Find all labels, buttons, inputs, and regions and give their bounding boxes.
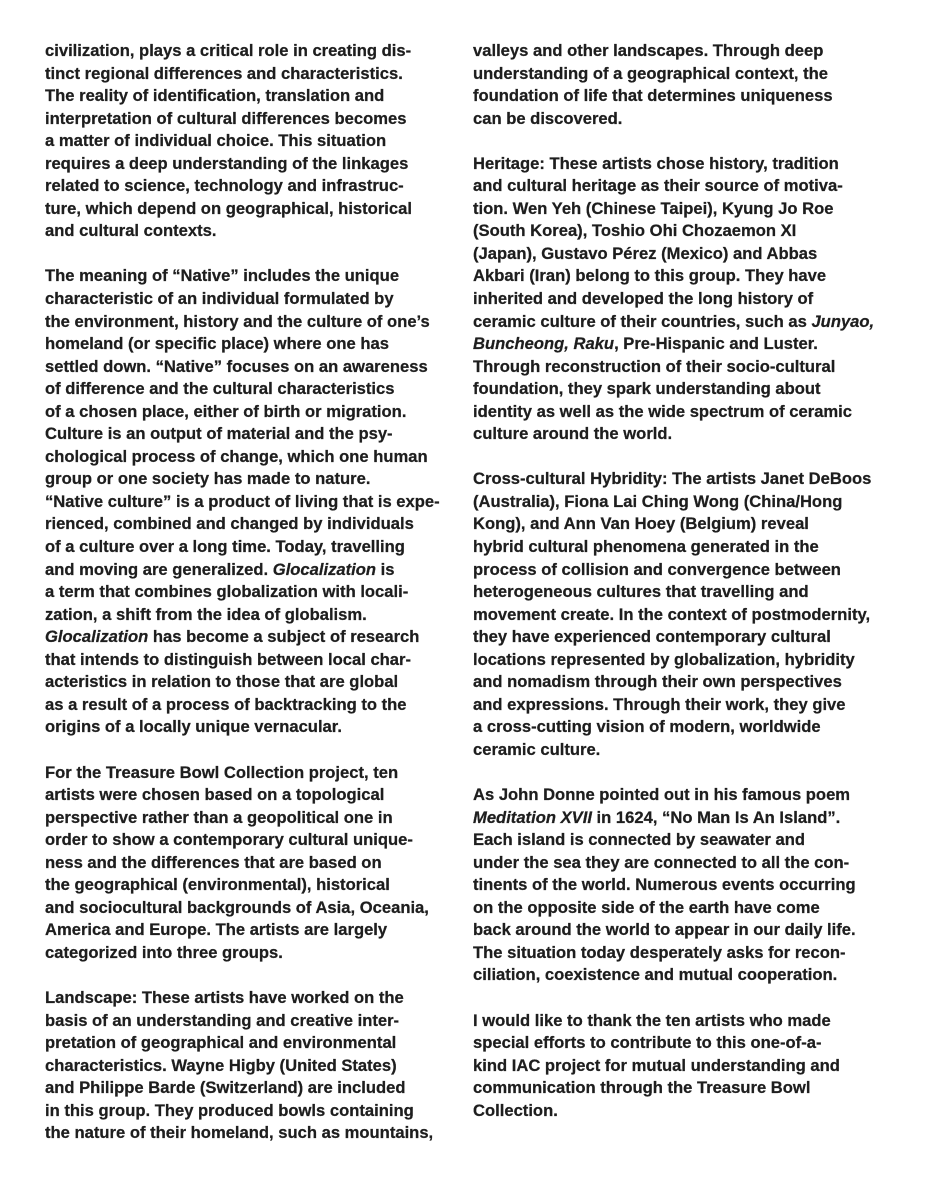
italic-text: Meditation XVII <box>473 807 592 827</box>
text-segment: related to science, technology and infrastruc- <box>45 176 404 196</box>
text-segment: as a result of a process of backtracking to the <box>45 694 407 714</box>
text-segment: Akbari (Iran) belong to this group. They have <box>473 266 827 286</box>
body-paragraph <box>473 784 913 987</box>
text-line <box>473 40 913 63</box>
text-segment: The situation today desperately asks for recon- <box>473 942 846 962</box>
text-line <box>473 671 913 694</box>
text-line <box>45 581 465 604</box>
text-segment: heterogeneous cultures that travelling and <box>473 582 809 602</box>
text-segment: Kong), and Ann Van Hoey (Belgium) reveal <box>473 514 809 534</box>
text-segment: civilization, plays a critical role in creating dis- <box>45 41 412 60</box>
text-line <box>473 1010 913 1033</box>
text-segment: Culture is an output of material and the psy- <box>45 424 393 444</box>
text-segment: (Australia), Fiona Lai Ching Wong (China/Hong <box>473 491 843 511</box>
body-paragraph <box>473 468 913 761</box>
text-line <box>45 175 465 198</box>
text-line <box>45 1010 465 1033</box>
text-segment: of a chosen place, either of birth or migration. <box>45 401 407 421</box>
text-line <box>473 85 913 108</box>
text-line <box>473 897 913 920</box>
text-segment: Each island is connected by seawater and <box>473 830 805 850</box>
text-line <box>473 288 913 311</box>
text-segment: is <box>376 559 395 579</box>
text-segment: settled down. “Native” focuses on an awareness <box>45 356 428 376</box>
text-line <box>45 829 465 852</box>
text-line <box>473 265 913 288</box>
italic-text: Buncheong, Raku <box>473 334 615 354</box>
text-segment: chological process of change, which one human <box>45 446 428 466</box>
text-segment: ceramic culture of their countries, such as <box>473 311 812 331</box>
text-line <box>45 1032 465 1055</box>
text-segment: that intends to distinguish between local char- <box>45 649 412 669</box>
text-line <box>45 987 465 1010</box>
text-line <box>473 581 913 604</box>
text-line <box>473 491 913 514</box>
text-segment: tinents of the world. Numerous events occurring <box>473 875 856 895</box>
text-segment: and nomadism through their own perspectives <box>473 672 842 692</box>
text-line <box>473 694 913 717</box>
text-segment: culture around the world. <box>473 424 673 444</box>
body-paragraph <box>473 153 913 446</box>
text-line <box>45 874 465 897</box>
text-line <box>45 423 465 446</box>
text-line <box>45 942 465 965</box>
body-paragraph <box>45 762 465 965</box>
text-segment: interpretation of cultural differences becomes <box>45 108 407 128</box>
text-line <box>473 1032 913 1055</box>
text-segment: of difference and the cultural characteristics <box>45 379 395 399</box>
text-line <box>45 513 465 536</box>
text-segment: characteristic of an individual formulated by <box>45 289 394 309</box>
text-segment: pretation of geographical and environmental <box>45 1033 397 1053</box>
text-line <box>45 288 465 311</box>
text-segment: the geographical (environmental), historical <box>45 875 390 895</box>
text-segment: locations represented by globalization, hybridity <box>473 649 855 669</box>
text-line <box>45 852 465 875</box>
text-segment: the nature of their homeland, such as mountains, <box>45 1123 434 1143</box>
text-line <box>473 716 913 739</box>
text-segment: foundation of life that determines uniqueness <box>473 86 833 106</box>
text-line <box>473 739 913 762</box>
text-line <box>45 671 465 694</box>
text-segment: , Pre-Hispanic and Luster. <box>614 334 818 354</box>
text-segment: the environment, history and the culture of one’s <box>45 311 430 331</box>
text-segment: (South Korea), Toshio Ohi Chozaemon XI <box>473 221 797 241</box>
text-segment: acteristics in relation to those that are global <box>45 672 399 692</box>
text-line <box>45 559 465 582</box>
text-segment: rienced, combined and changed by individuals <box>45 514 414 534</box>
text-segment: special efforts to contribute to this one-of-a- <box>473 1033 822 1053</box>
text-segment: ceramic culture. <box>473 739 601 759</box>
text-line <box>473 513 913 536</box>
text-line <box>45 356 465 379</box>
text-segment: hybrid cultural phenomena generated in the <box>473 537 819 557</box>
text-segment: inherited and developed the long history of <box>473 289 814 309</box>
text-segment: a cross-cutting vision of modern, worldwide <box>473 717 821 737</box>
text-line <box>45 108 465 131</box>
text-segment: Through reconstruction of their socio-cultural <box>473 356 836 376</box>
text-segment: Landscape: These artists have worked on the <box>45 987 404 1007</box>
italic-text: Glocalization <box>272 559 377 579</box>
text-line <box>45 378 465 401</box>
text-line <box>473 1055 913 1078</box>
text-segment: characteristics. Wayne Higby (United States) <box>45 1055 397 1075</box>
text-line <box>45 1077 465 1100</box>
text-segment: The meaning of “Native” includes the unique <box>45 266 400 286</box>
text-segment: valleys and other landscapes. Through deep <box>473 41 824 60</box>
text-line <box>473 153 913 176</box>
text-segment: in 1624, “No Man Is An Island”. <box>591 807 841 827</box>
text-line <box>45 265 465 288</box>
text-segment: Collection. <box>473 1100 558 1120</box>
text-segment: ness and the differences that are based on <box>45 852 382 872</box>
text-segment: and moving are generalized. <box>45 559 273 579</box>
text-segment: and cultural heritage as their source of motiva- <box>473 176 843 196</box>
text-line <box>45 807 465 830</box>
text-line <box>45 468 465 491</box>
text-segment: order to show a contemporary cultural unique- <box>45 830 413 850</box>
text-line <box>473 175 913 198</box>
text-segment: movement create. In the context of postmodernity, <box>473 604 871 624</box>
text-segment: they have experienced contemporary cultural <box>473 627 831 647</box>
text-line <box>473 852 913 875</box>
text-segment: perspective rather than a geopolitical one in <box>45 807 393 827</box>
text-line <box>45 897 465 920</box>
text-segment: For the Treasure Bowl Collection project, ten <box>45 762 399 782</box>
text-line <box>45 536 465 559</box>
text-line <box>473 964 913 987</box>
text-line <box>473 807 913 830</box>
text-line <box>45 784 465 807</box>
text-line <box>45 63 465 86</box>
text-segment: ture, which depend on geographical, historical <box>45 198 412 218</box>
italic-text: Glocalization <box>45 627 149 647</box>
text-line <box>473 1077 913 1100</box>
text-line <box>473 829 913 852</box>
text-line <box>473 559 913 582</box>
text-line <box>45 446 465 469</box>
text-line <box>45 649 465 672</box>
text-line <box>45 311 465 334</box>
text-line <box>473 198 913 221</box>
text-segment: origins of a locally unique vernacular. <box>45 717 342 737</box>
text-segment: (Japan), Gustavo Pérez (Mexico) and Abbas <box>473 243 818 263</box>
text-segment: group or one society has made to nature. <box>45 469 371 489</box>
text-segment: As John Donne pointed out in his famous poem <box>473 785 851 805</box>
text-line <box>45 40 465 63</box>
text-segment: homeland (or specific place) where one has <box>45 334 389 354</box>
text-segment: I would like to thank the ten artists who made <box>473 1010 831 1030</box>
text-segment: America and Europe. The artists are largely <box>45 920 388 940</box>
text-segment: zation, a shift from the idea of globalism. <box>45 604 367 624</box>
text-segment: process of collision and convergence between <box>473 559 841 579</box>
text-segment: a matter of individual choice. This situation <box>45 131 387 151</box>
text-line <box>45 1055 465 1078</box>
text-segment: tion. Wen Yeh (Chinese Taipei), Kyung Jo Roe <box>473 198 834 218</box>
text-line <box>45 626 465 649</box>
text-segment: understanding of a geographical context, the <box>473 63 828 83</box>
text-segment: and cultural contexts. <box>45 221 217 241</box>
text-segment: foundation, they spark understanding about <box>473 379 821 399</box>
text-segment: ciliation, coexistence and mutual cooperation. <box>473 965 838 985</box>
text-line <box>473 626 913 649</box>
text-line <box>473 378 913 401</box>
text-line <box>473 874 913 897</box>
text-line <box>473 220 913 243</box>
text-segment: on the opposite side of the earth have come <box>473 897 820 917</box>
text-line <box>473 468 913 491</box>
text-line <box>45 1122 465 1145</box>
text-line <box>45 716 465 739</box>
text-line <box>473 311 913 334</box>
text-segment: and sociocultural backgrounds of Asia, Oceania, <box>45 897 429 917</box>
text-segment: kind IAC project for mutual understanding and <box>473 1055 840 1075</box>
text-segment: The reality of identification, translation and <box>45 86 385 106</box>
text-line <box>45 491 465 514</box>
text-segment: and expressions. Through their work, they give <box>473 694 846 714</box>
text-line <box>473 649 913 672</box>
text-line <box>45 762 465 785</box>
text-line <box>473 401 913 424</box>
text-line <box>473 108 913 131</box>
text-line <box>45 919 465 942</box>
text-segment: requires a deep understanding of the linkages <box>45 153 409 173</box>
text-segment: can be discovered. <box>473 108 623 128</box>
italic-text: Junyao, <box>811 311 875 331</box>
text-segment: artists were chosen based on a topological <box>45 785 385 805</box>
body-paragraph <box>45 265 465 738</box>
text-line <box>45 604 465 627</box>
text-segment: back around the world to appear in our daily life. <box>473 920 856 940</box>
text-segment: under the sea they are connected to all the con- <box>473 852 850 872</box>
text-line <box>473 423 913 446</box>
text-segment: a term that combines globalization with locali- <box>45 582 409 602</box>
text-segment: basis of an understanding and creative inter- <box>45 1010 400 1030</box>
body-paragraph <box>473 1010 913 1123</box>
text-line <box>473 243 913 266</box>
text-segment: has become a subject of research <box>148 627 420 647</box>
text-line <box>45 401 465 424</box>
text-line <box>45 85 465 108</box>
text-segment: communication through the Treasure Bowl <box>473 1078 811 1098</box>
text-line <box>45 333 465 356</box>
text-segment: tinct regional differences and characteristics. <box>45 63 403 83</box>
body-paragraph <box>473 40 913 130</box>
text-segment: “Native culture” is a product of living that is expe- <box>45 491 440 511</box>
text-line <box>473 604 913 627</box>
text-segment: in this group. They produced bowls containing <box>45 1100 414 1120</box>
text-line <box>473 784 913 807</box>
text-segment: identity as well as the wide spectrum of ceramic <box>473 401 853 421</box>
body-paragraph <box>45 40 465 243</box>
text-segment: categorized into three groups. <box>45 942 283 962</box>
left-column <box>45 40 465 1167</box>
text-line <box>473 63 913 86</box>
body-paragraph <box>45 987 465 1145</box>
text-line <box>45 153 465 176</box>
text-line <box>473 536 913 559</box>
text-segment: Heritage: These artists chose history, tradition <box>473 153 839 173</box>
text-line <box>45 130 465 153</box>
text-line <box>45 694 465 717</box>
text-segment: of a culture over a long time. Today, travelling <box>45 537 405 557</box>
text-line <box>473 942 913 965</box>
text-line <box>45 220 465 243</box>
right-column <box>473 40 913 1145</box>
text-line <box>473 356 913 379</box>
text-line <box>473 333 913 356</box>
text-line <box>473 919 913 942</box>
text-segment: Cross-cultural Hybridity: The artists Janet DeBoos <box>473 469 872 489</box>
text-line <box>45 198 465 221</box>
text-segment: and Philippe Barde (Switzerland) are included <box>45 1078 406 1098</box>
text-line <box>473 1100 913 1123</box>
text-line <box>45 1100 465 1123</box>
